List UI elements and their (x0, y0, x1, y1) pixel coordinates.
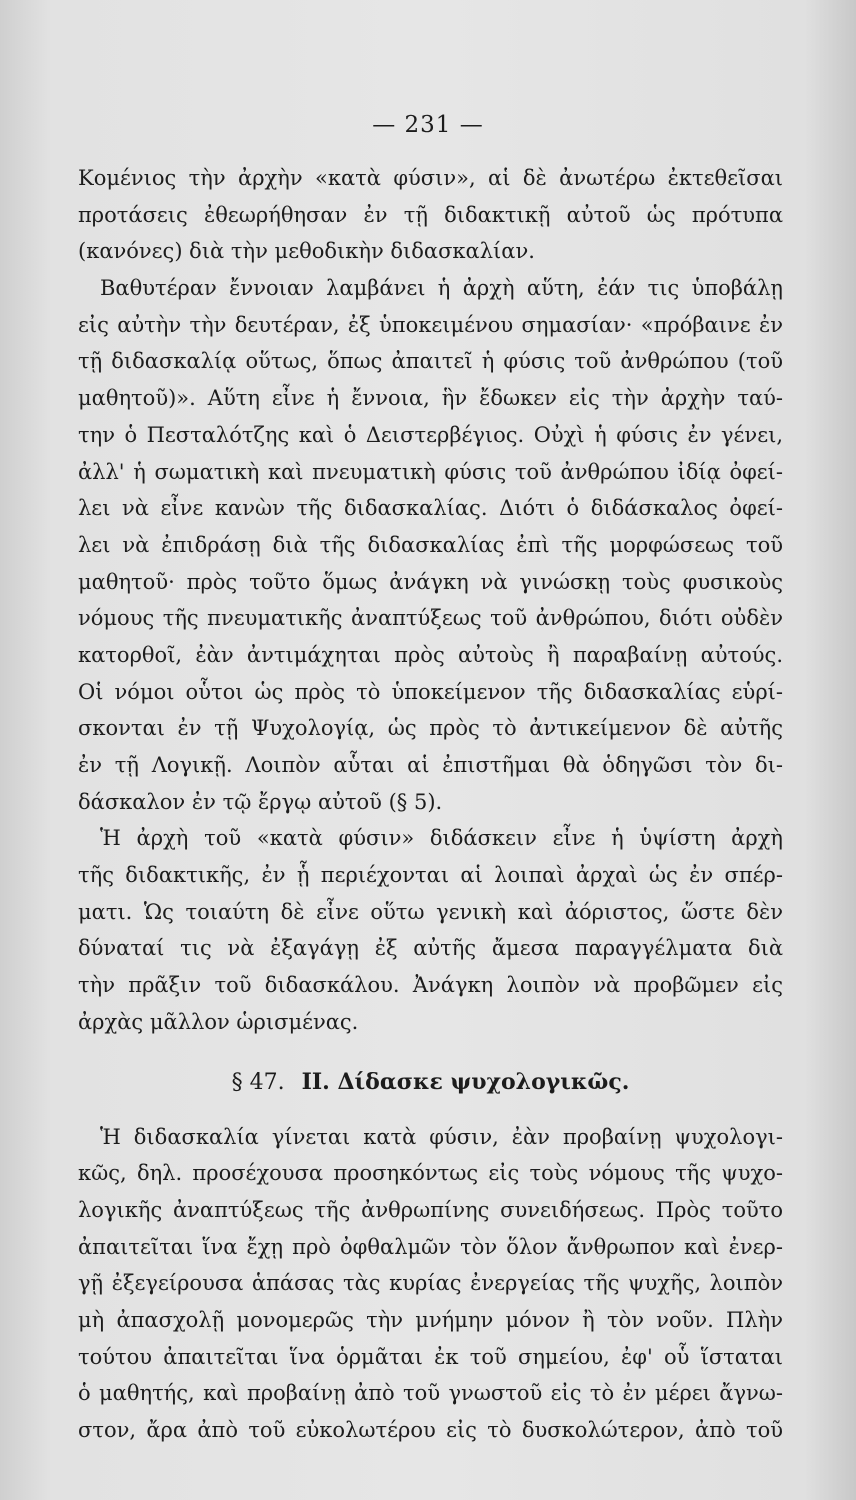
text-line: κῶς, δηλ. προσέχουσα προσηκόντως εἰς τοὺς νόμους τῆς ψυχο- (78, 1161, 783, 1186)
text-line: κατορθοῖ, ἐὰν ἀντιμάχηται πρὸς αὐτοὺς ἢ παραβαίνῃ αὐτούς. (78, 642, 783, 667)
text-line: στον, ἄρα ἀπὸ τοῦ εὐκολωτέρου εἰς τὸ δυσκολώτερον, ἀπὸ τοῦ (78, 1418, 783, 1442)
text-line: ματι. Ὡς τοιαύτη δὲ εἶνε οὕτω γενικὴ καὶ ἀόριστος, ὥστε δὲν (78, 899, 783, 924)
body-text (78, 160, 783, 1449)
text-line: γῇ ἐξεγείρουσα ἁπάσας τὰς κυρίας ἐνεργείας τῆς ψυχῆς, λοιπὸν (78, 1271, 783, 1296)
text-line: ἀπαιτεῖται ἵνα ἔχῃ πρὸ ὀφθαλμῶν τὸν ὅλον ἄνθρωπον καὶ ἐνερ- (78, 1234, 783, 1259)
page-number: — 231 — (372, 112, 484, 138)
text-line: ἀρχὰς μᾶλλον ὡρισμένας. (78, 1009, 359, 1034)
text-line: Βαθυτέραν ἔννοιαν λαμβάνει ἡ ἀρχὴ αὕτη, ἐάν τις ὑποβάλῃ (100, 276, 783, 301)
text-line: Ἡ ἀρχὴ τοῦ «κατὰ φύσιν» διδάσκειν εἶνε ἡ ὑψίστη ἀρχὴ (100, 826, 783, 851)
text-line: τὴν πρᾶξιν τοῦ διδασκάλου. Ἀνάγκη λοιπὸν νὰ προβῶμεν εἰς (78, 973, 783, 998)
section-heading (78, 1053, 783, 1111)
section-title: ΙΙ. Δίδασκε ψυχολογικῶς. (301, 1068, 630, 1095)
text-line: την ὁ Πεσταλότζης καὶ ὁ Δειστερβέγιος. Οὐχὶ ἡ φύσις ἐν γένει, (78, 422, 783, 447)
text-line: νόμους τῆς πνευματικῆς ἀναπτύξεως τοῦ ἀνθρώπου, διότι οὐδὲν (78, 606, 783, 631)
text-line: Οἱ νόμοι οὗτοι ὡς πρὸς τὸ ὑποκείμενον τῆς διδασκαλίας εὑρί- (78, 679, 783, 704)
text-line: δάσκαλον ἐν τῷ ἔργῳ αὐτοῦ (§ 5). (78, 789, 443, 814)
section-number: § 47. (231, 1069, 285, 1095)
text-line: Ἡ διδασκαλία γίνεται κατὰ φύσιν, ἐὰν προβαίνῃ ψυχολογι- (100, 1124, 783, 1149)
text-line: τῇ διδασκαλίᾳ οὕτως, ὅπως ἀπαιτεῖ ἡ φύσις τοῦ ἀνθρώπου (τοῦ (78, 349, 783, 374)
text-line: προτάσεις ἐθεωρήθησαν ἐν τῇ διδακτικῇ αὐτοῦ ὡς πρότυπα (78, 202, 783, 227)
text-line: εἰς αὐτὴν τὴν δευτέραν, ἐξ ὑποκειμένου σημασίαν· «πρόβαινε ἐν (78, 312, 783, 337)
text-line: (κανόνες) διὰ τὴν μεθοδικὴν διδασκαλίαν. (78, 239, 535, 264)
text-line: λει νὰ εἶνε κανὼν τῆς διδασκαλίας. Διότι ὁ διδάσκαλος ὀφεί- (78, 496, 783, 521)
text-line: τούτου ἀπαιτεῖται ἵνα ὁρμᾶται ἐκ τοῦ σημείου, ἐφ' οὗ ἵσταται (78, 1344, 783, 1369)
text-line: μαθητοῦ· πρὸς τοῦτο ὅμως ἀνάγκη νὰ γινώσκῃ τοὺς φυσικοὺς (78, 569, 783, 594)
text-line: τῆς διδακτικῆς, ἐν ᾗ περιέχονται αἱ λοιπαὶ ἀρχαὶ ὡς ἐν σπέρ- (78, 863, 783, 888)
text-line: ἀλλ' ἡ σωματικὴ καὶ πνευματικὴ φύσις τοῦ ἀνθρώπου ἰδίᾳ ὀφεί- (78, 459, 783, 484)
text-line: λογικῆς ἀναπτύξεως τῆς ἀνθρωπίνης συνειδήσεως. Πρὸς τοῦτο (78, 1197, 783, 1222)
text-line: ὁ μαθητής, καὶ προβαίνῃ ἀπὸ τοῦ γνωστοῦ εἰς τὸ ἐν μέρει ἄγνω- (78, 1381, 783, 1406)
text-line: ἐν τῇ Λογικῇ. Λοιπὸν αὗται αἱ ἐπιστῆμαι θὰ ὁδηγῶσι τὸν δι- (78, 753, 783, 777)
text-line: δύναταί τις νὰ ἐξαγάγῃ ἐξ αὐτῆς ἄμεσα παραγγέλματα διὰ (78, 936, 783, 961)
text-line: λει νὰ ἐπιδράσῃ διὰ τῆς διδασκαλίας ἐπὶ τῆς μορφώσεως τοῦ (78, 532, 783, 557)
text-line: μαθητοῦ)». Αὕτη εἶνε ἡ ἔννοια, ἣν ἔδωκεν εἰς τὴν ἀρχὴν ταύ- (78, 386, 783, 411)
text-line: μὴ ἀπασχολῇ μονομερῶς τὴν μνήμην μόνον ἢ τὸν νοῦν. Πλὴν (78, 1307, 783, 1332)
text-line: Κομένιος τὴν ἀρχὴν «κατὰ φύσιν», αἱ δὲ ἀνωτέρω ἐκτεθεῖσαι (78, 166, 783, 190)
text-line: σκονται ἐν τῇ Ψυχολογίᾳ, ὡς πρὸς τὸ ἀντικείμενον δὲ αὐτῆς (78, 716, 783, 741)
